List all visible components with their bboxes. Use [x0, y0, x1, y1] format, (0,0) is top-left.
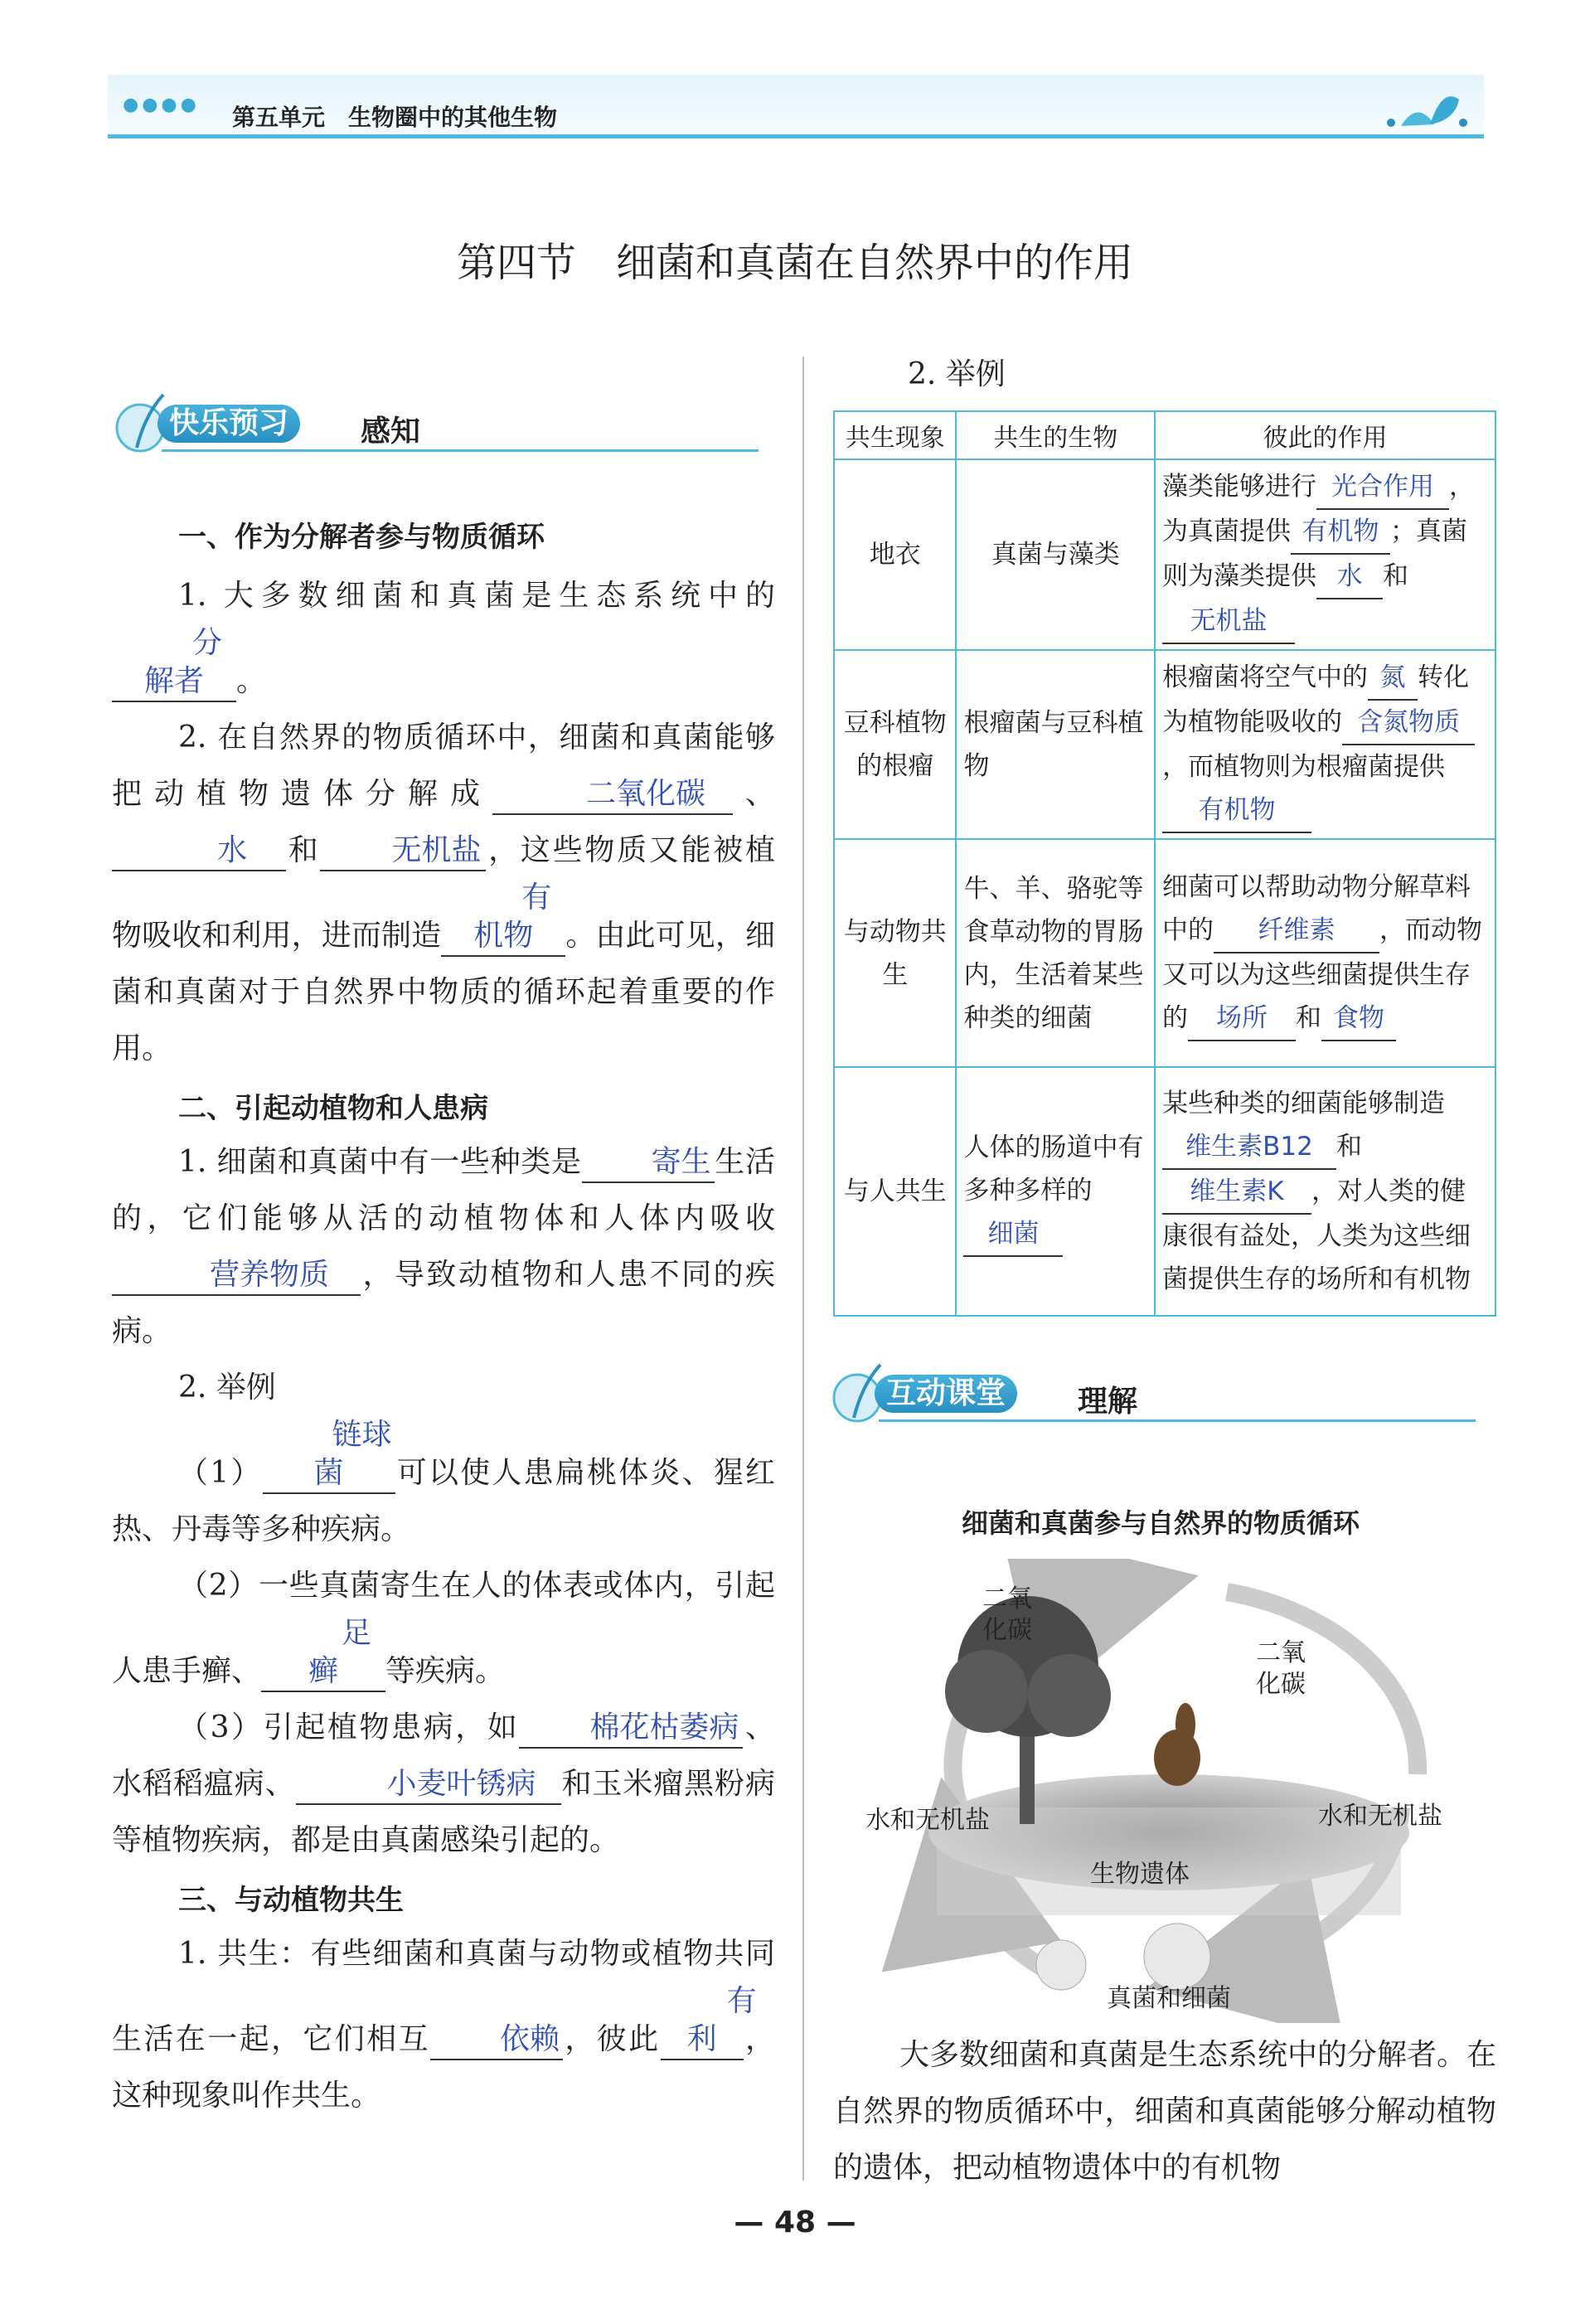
answer-blank: 无机盐	[320, 832, 486, 871]
answer-blank: 有机物	[1162, 788, 1311, 833]
table-header: 共生现象	[834, 411, 956, 459]
paragraph	[112, 1134, 775, 1360]
text: 和	[1295, 1002, 1321, 1033]
answer-blank: 水	[112, 832, 286, 871]
table-row	[834, 839, 1495, 1067]
text: 可以使人患扁桃体炎、猩红热、丹毒等多种疾病。	[112, 1456, 775, 1546]
table-header: 共生的生物	[956, 411, 1154, 459]
answer-blank: 依赖	[430, 2021, 563, 2060]
figure-title: 细菌和真菌参与自然界的物质循环	[961, 1507, 1360, 1539]
table-cell: 与人共生	[834, 1067, 956, 1316]
page-number-value: 48	[773, 2205, 817, 2239]
table-row	[834, 459, 1495, 650]
left-content	[112, 514, 775, 2124]
label-co2-right: 二氧化碳	[1256, 1638, 1306, 1699]
column-divider	[802, 357, 804, 2181]
table-header-row	[834, 411, 1495, 459]
symbiosis-table	[833, 410, 1496, 1317]
text: ，对人类的健康很有益处，人类为这些细菌提供生存的场所和有机物	[1161, 1177, 1471, 1294]
table-header: 彼此的作用	[1155, 411, 1495, 459]
text: ，而动物又可以为这些细菌提供生存的	[1161, 915, 1482, 1033]
text: ，导致动植物和人患不同的疾病。	[112, 1258, 775, 1348]
text: 和玉米瘤黑粉病等植物疾病，都是由真菌感染引起的。	[112, 1767, 775, 1857]
answer-blank: 链球菌	[263, 1416, 395, 1494]
table-cell	[1155, 1067, 1495, 1316]
right-subheading: 2. 举例	[908, 357, 1006, 391]
text: 1. 共生：有些细菌和真菌与动物或植物共同生活在一起，它们相互	[112, 1937, 775, 2056]
banner-line	[162, 449, 759, 452]
paragraph	[112, 1700, 775, 1869]
text: ，为真菌提供	[1161, 472, 1475, 546]
table-row	[834, 650, 1495, 839]
text: （1）	[178, 1456, 263, 1490]
answer-blank: 水	[1316, 555, 1383, 599]
banner-line	[879, 1419, 1476, 1422]
paragraph	[112, 1416, 775, 1558]
table-cell: 豆科植物的根瘤	[834, 650, 956, 839]
text: ，而植物则为根瘤菌提供	[1161, 752, 1445, 782]
page-number: — 48 —	[734, 2205, 856, 2239]
page-header	[108, 66, 1484, 149]
text: ，彼此	[562, 2022, 661, 2056]
section-banner-classroom	[829, 1360, 1492, 1426]
section-heading-1: 一、作为分解者参与物质循环	[178, 521, 545, 554]
label-water-minerals-left: 水和无机盐	[865, 1806, 990, 1835]
text: 根瘤菌将空气中的	[1161, 662, 1368, 692]
text: （3）引起植物患病，如	[178, 1710, 520, 1744]
text: 。由此可见，细菌和真菌对于自然界中物质的循环起着重要的作用。	[112, 919, 775, 1065]
answer-blank: 分解者	[112, 624, 236, 702]
text: 和	[1336, 1132, 1362, 1162]
section-banner-preview	[112, 390, 775, 456]
answer-blank: 足癣	[261, 1614, 385, 1692]
text: 2. 在自然界的物质循环中，细菌和真菌能够把动植物遗体分解成	[112, 720, 775, 811]
paragraph: 大多数细菌和真菌是生态系统中的分解者。在自然界的物质循环中，细菌和真菌能够分解动植物的遗体，把动植物遗体中的有机物	[833, 2038, 1497, 2185]
label-co2-left: 二氧化碳	[982, 1584, 1032, 1645]
text: ，这些物质又能被植物吸收和利用，进而制造	[112, 833, 775, 953]
answer-blank: 氮	[1368, 656, 1418, 701]
banner-suffix: 理解	[1078, 1385, 1138, 1419]
answer-blank: 营养物质	[112, 1256, 361, 1296]
text: 生活的，它们能够从活的动植物体和人体内吸收	[112, 1145, 775, 1235]
page-title: 第四节 细菌和真菌在自然界中的作用	[456, 240, 1133, 286]
text: 转化为植物能吸收的	[1161, 662, 1469, 737]
paragraph	[112, 568, 775, 710]
answer-blank: 纤维素	[1214, 909, 1379, 953]
answer-blank: 维生素B12	[1162, 1125, 1336, 1170]
answer-blank: 有利	[661, 1982, 744, 2060]
text: 藻类能够进行	[1161, 472, 1316, 502]
banner-pill: 快乐预习	[158, 405, 300, 443]
table-cell: 根瘤菌与豆科植物	[956, 650, 1154, 839]
answer-blank: 场所	[1188, 997, 1296, 1041]
text: （2）一些真菌寄生在人的体表或体内，引起人患手癣、	[112, 1569, 775, 1688]
section-heading-3: 三、与动植物共生	[178, 1884, 404, 1917]
answer-blank: 含氮物质	[1342, 701, 1475, 745]
text: 细菌可以帮助动物分解草料中的	[1161, 871, 1471, 945]
paragraph	[112, 710, 775, 1077]
answer-blank: 棉花枯萎病	[519, 1709, 743, 1749]
paragraph	[112, 1926, 775, 2124]
banner-pill: 互动课堂	[875, 1375, 1017, 1413]
paragraph: 2. 举例	[178, 1371, 276, 1405]
text: 某些种类的细菌能够制造	[1161, 1089, 1445, 1118]
text: 等疾病。	[385, 1654, 506, 1688]
answer-blank: 无机盐	[1162, 599, 1295, 644]
text: 、水稻稻瘟病、	[112, 1710, 775, 1801]
text: 。	[236, 664, 267, 698]
answer-blank: 细菌	[963, 1212, 1063, 1257]
label-water-minerals-right: 水和无机盐	[1318, 1802, 1442, 1831]
unit-title: 第五单元 生物圈中的其他生物	[232, 104, 558, 131]
answer-blank: 有机物	[1291, 510, 1390, 555]
table-row	[834, 1067, 1495, 1316]
cycle-diagram	[870, 1559, 1484, 2023]
section-heading-2: 二、引起动植物和人患病	[178, 1092, 488, 1125]
text: 和	[1382, 561, 1408, 591]
answer-blank: 二氧化碳	[492, 775, 733, 815]
answer-blank: 维生素K	[1162, 1170, 1311, 1215]
cycle-figure	[865, 1559, 1484, 2023]
answer-blank: 食物	[1321, 997, 1396, 1041]
answer-blank: 小麦叶锈病	[296, 1765, 561, 1805]
paragraph	[112, 1558, 775, 1700]
answer-blank: 光合作用	[1316, 465, 1449, 510]
answer-blank: 有机物	[441, 879, 565, 957]
table-cell: 牛、羊、骆驼等食草动物的胃肠内，生活着某些种类的细菌	[956, 839, 1154, 1067]
header-dots: ●●●●	[123, 95, 200, 115]
table-cell	[1155, 839, 1495, 1067]
leaf-icon	[1384, 83, 1467, 133]
table-cell: 与动物共生	[834, 839, 956, 1067]
text: 、	[732, 777, 775, 811]
table-cell	[956, 1067, 1154, 1316]
answer-blank: 寄生	[582, 1143, 715, 1183]
table-cell	[1155, 459, 1495, 650]
table-cell: 地衣	[834, 459, 956, 650]
text: 1. 细菌和真菌中有一些种类是	[178, 1145, 582, 1179]
text: 人体的肠道中有多种多样的	[963, 1133, 1144, 1206]
text: 1. 大多数细菌和真菌是生态系统中的	[178, 579, 775, 613]
text: ，这种现象叫作共生。	[112, 2022, 775, 2113]
text: 和	[286, 833, 321, 867]
table-cell: 真菌与藻类	[956, 459, 1154, 650]
text: ；真菌则为藻类提供	[1161, 517, 1467, 591]
label-remains: 生物遗体	[1090, 1860, 1190, 1889]
table-cell	[1155, 650, 1495, 839]
label-fungi-bacteria: 真菌和细菌	[1107, 1984, 1231, 2013]
banner-suffix: 感知	[361, 415, 421, 449]
